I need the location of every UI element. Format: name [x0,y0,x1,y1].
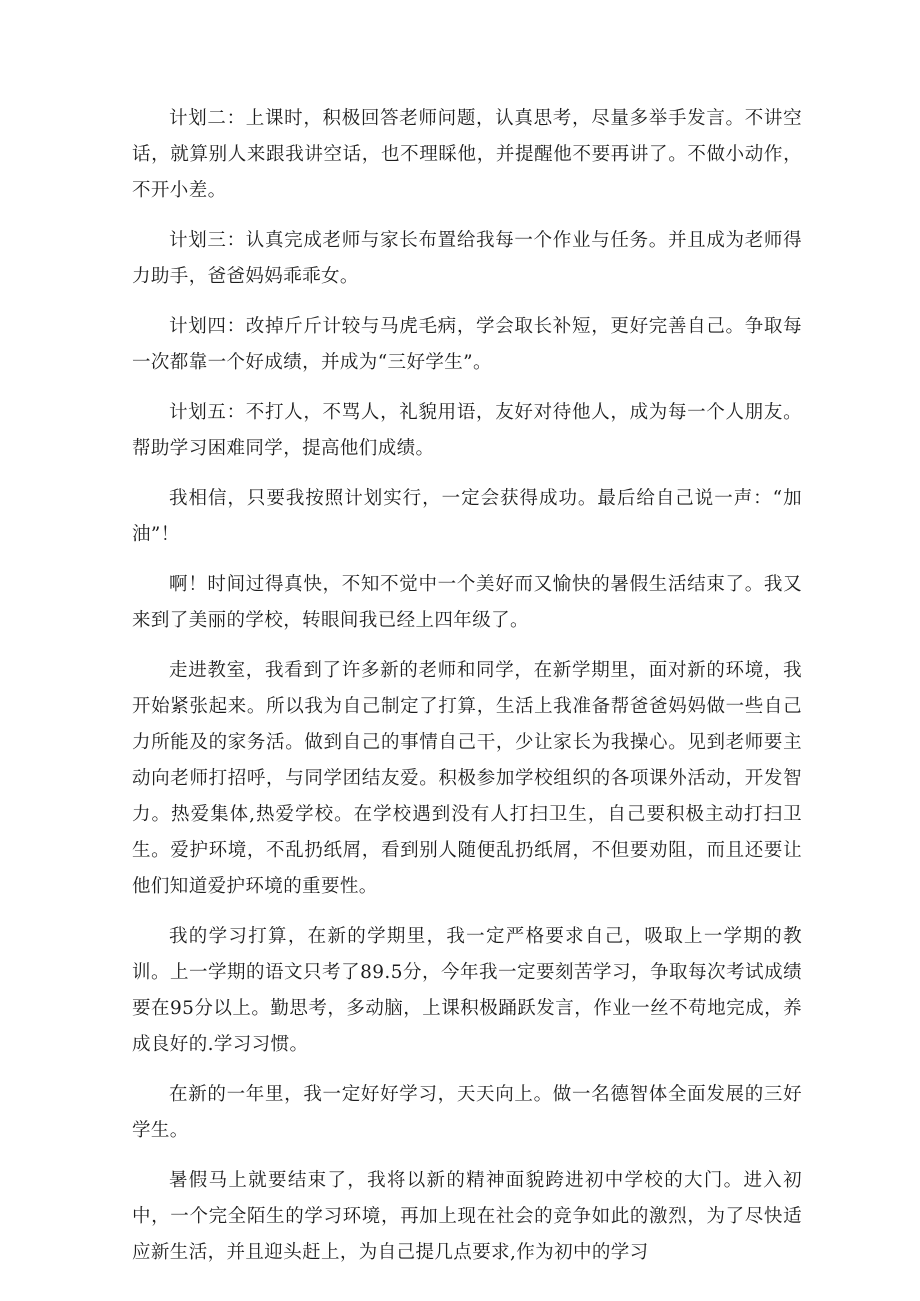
paragraph-classroom: 走进教室，我看到了许多新的老师和同学，在新学期里，面对新的环境，我开始紧张起来。所以我为自己制定了打算，生活上我准备帮爸爸妈妈做一些自己力所能及的家务活。做到自己的事情自己干，少让家长为我操心。见到老师要主动向老师打招呼，与同学团结友爱。积极参加学校组织的各项课外活动，开发智力。热爱集体,热爱学校。在学校遇到没有人打扫卫生，自己要积极主动打扫卫生。爱护环境，不乱扔纸屑，看到别人随便乱扔纸屑，不但要劝阻，而且还要让他们知道爱护环境的重要性。 [132,660,802,897]
paragraph-plan-four: 计划四：改掉斤斤计较与马虎毛病，学会取长补短，更好完善自己。争取每一次都靠一个好成绩，并成为“三好学生”。 [132,316,802,373]
paragraph-junior-high: 暑假马上就要结束了，我将以新的精神面貌跨进初中学校的大门。进入初中，一个完全陌生的学习环境，再加上现在社会的竞争如此的激烈，为了尽快适应新生活，并且迎头赶上，为自己提几点要求,作为初中的学习 [132,1170,802,1263]
paragraph-plan-three: 计划三：认真完成老师与家长布置给我每一个作业与任务。并且成为老师得力助手，爸爸妈妈乖乖女。 [132,230,802,287]
paragraph-plan-five: 计划五：不打人，不骂人，礼貌用语，友好对待他人，成为每一个人朋友。帮助学习困难同学，提高他们成绩。 [132,402,802,459]
paragraph-study-plan: 我的学习打算，在新的学期里，我一定严格要求自己，吸取上一学期的教训。上一学期的语文只考了89.5分，今年我一定要刻苦学习，争取每次考试成绩要在95分以上。勤思考，多动脑，上课积极踊跃发言，作业一丝不苟地完成，养成良好的.学习习惯。 [132,926,802,1055]
paragraph-confidence: 我相信，只要我按照计划实行，一定会获得成功。最后给自己说一声：“加油”！ [132,488,802,545]
paragraph-plan-two: 计划二：上课时，积极回答老师问题，认真思考，尽量多举手发言。不讲空话，就算别人来跟我讲空话，也不理睬他，并提醒他不要再讲了。不做小动作，不开小差。 [132,108,802,201]
paragraph-new-year: 在新的一年里，我一定好好学习，天天向上。做一名德智体全面发展的三好学生。 [132,1084,802,1141]
paragraph-summer-ends: 啊！时间过得真快，不知不觉中一个美好而又愉快的暑假生活结束了。我又来到了美丽的学校，转眼间我已经上四年级了。 [132,574,802,631]
